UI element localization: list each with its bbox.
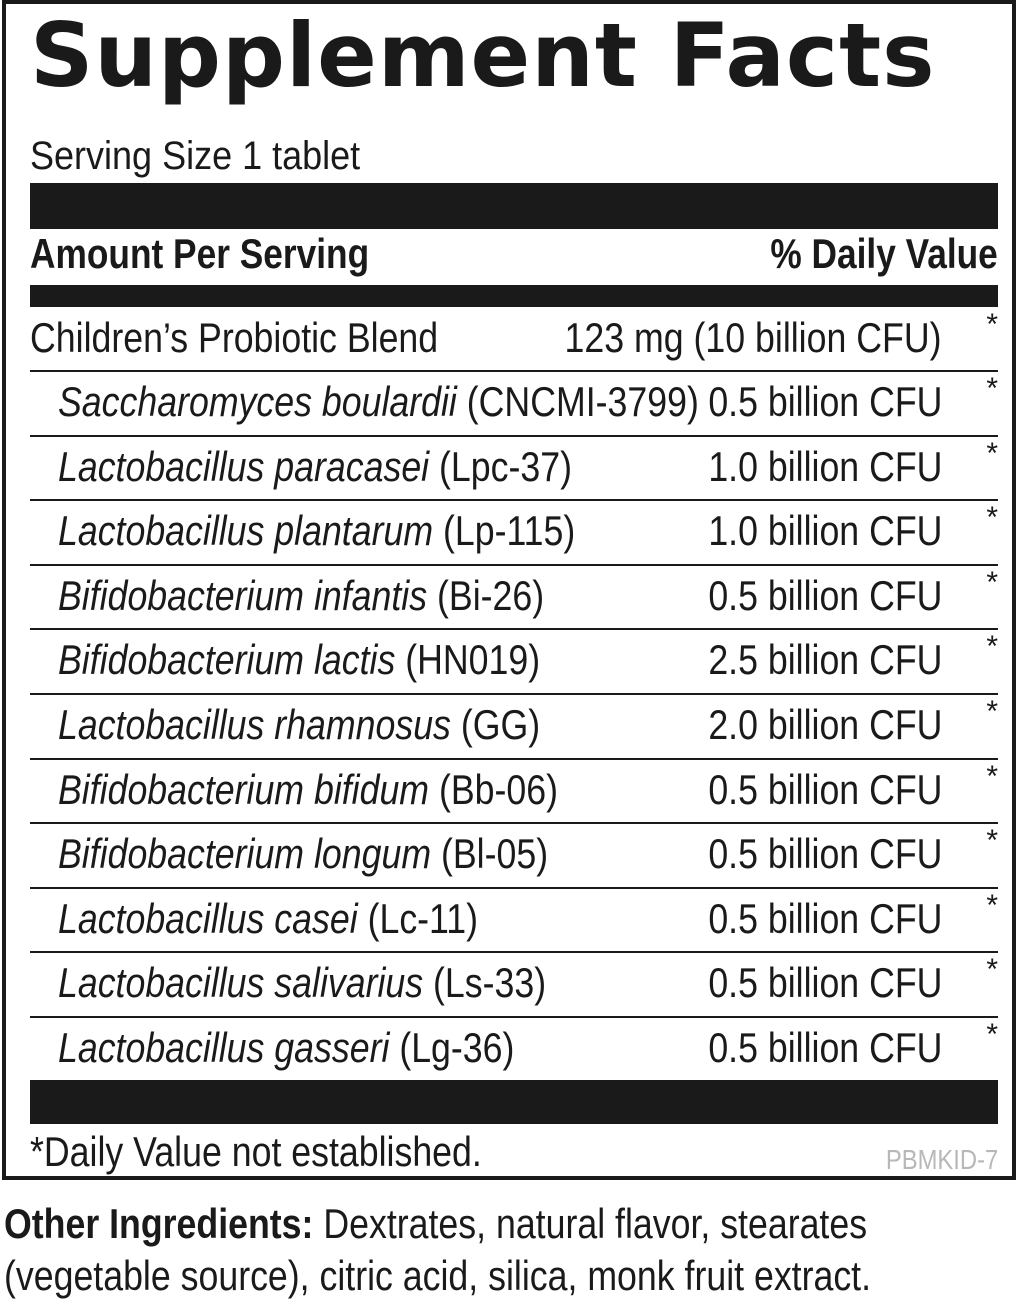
strain-amount: 0.5 billion CFU bbox=[707, 1024, 942, 1071]
strain-amount: 0.5 billion CFU bbox=[707, 830, 942, 878]
strain-code: (Bb-06) bbox=[438, 765, 559, 813]
strain-species: Saccharomyces boulardii bbox=[58, 378, 457, 425]
strain-code: (Lpc-37) bbox=[439, 442, 572, 490]
strain-dv: * bbox=[986, 436, 998, 470]
strain-species: Lactobacillus rhamnosus bbox=[58, 701, 451, 748]
strain-species: Lactobacillus paracasei bbox=[58, 442, 430, 490]
strain-dv: * bbox=[986, 824, 998, 858]
blend-amount: 123 mg (10 billion CFU) bbox=[565, 314, 942, 361]
strain-row bbox=[30, 499, 998, 561]
strain-name bbox=[58, 443, 572, 491]
strain-code: (Lp-115) bbox=[442, 507, 576, 555]
strain-row bbox=[30, 628, 998, 690]
strain-name bbox=[58, 572, 544, 620]
strain-dv: * bbox=[986, 1018, 998, 1051]
column-header bbox=[30, 230, 998, 282]
divider-thick-bottom bbox=[30, 1080, 998, 1124]
strain-species: Bifidobacterium infantis bbox=[58, 571, 428, 619]
strain-amount: 0.5 billion CFU bbox=[707, 894, 942, 942]
strain-code: (GG) bbox=[460, 701, 541, 748]
strain-code: (Bl-05) bbox=[440, 830, 549, 878]
strain-dv: * bbox=[986, 630, 998, 664]
strain-species: Bifidobacterium lactis bbox=[58, 636, 396, 684]
strain-dv: * bbox=[986, 888, 998, 922]
strain-amount: 0.5 billion CFU bbox=[707, 765, 942, 813]
strain-amount: 1.0 billion CFU bbox=[707, 442, 942, 490]
strain-code: (Bi-26) bbox=[437, 571, 545, 619]
strain-species: Lactobacillus plantarum bbox=[58, 507, 434, 555]
strain-name bbox=[58, 766, 558, 814]
serving-size: Serving Size 1 tablet bbox=[30, 134, 361, 178]
strain-name bbox=[58, 1024, 514, 1072]
strain-name bbox=[58, 636, 540, 684]
blend-name: Children’s Probiotic Blend bbox=[30, 314, 439, 361]
strain-species: Bifidobacterium bifidum bbox=[58, 765, 430, 813]
strain-species: Lactobacillus casei bbox=[58, 894, 358, 942]
strain-species: Lactobacillus gasseri bbox=[58, 1024, 390, 1071]
strain-amount: 1.0 billion CFU bbox=[707, 507, 942, 555]
strain-name bbox=[58, 701, 540, 749]
strain-amount: 0.5 billion CFU bbox=[707, 378, 942, 425]
amount-per-serving-label: Amount Per Serving bbox=[30, 230, 370, 277]
divider-medium bbox=[30, 285, 998, 307]
strain-name bbox=[58, 507, 575, 555]
strain-species: Bifidobacterium longum bbox=[58, 830, 432, 878]
strain-amount: 2.0 billion CFU bbox=[707, 701, 942, 748]
strain-dv: * bbox=[986, 759, 998, 793]
strain-code: (HN019) bbox=[405, 636, 541, 684]
strain-species: Lactobacillus salivarius bbox=[58, 959, 424, 1007]
strain-amount: 0.5 billion CFU bbox=[707, 959, 942, 1007]
strain-row bbox=[30, 564, 998, 626]
strain-dv: * bbox=[986, 372, 998, 405]
strain-row bbox=[30, 370, 998, 432]
strain-row bbox=[30, 951, 998, 1013]
strain-dv: * bbox=[986, 953, 998, 987]
strain-amount: 0.5 billion CFU bbox=[707, 571, 942, 619]
divider-thick bbox=[30, 183, 998, 229]
strain-row bbox=[30, 1016, 998, 1078]
strain-dv: * bbox=[986, 565, 998, 599]
product-code: PBMKID-7 bbox=[885, 1144, 998, 1175]
strain-row bbox=[30, 887, 998, 949]
footnote: *Daily Value not established. bbox=[30, 1128, 482, 1175]
blend-row bbox=[30, 308, 998, 370]
strain-code: (Lc-11) bbox=[367, 894, 479, 942]
strain-code: (CNCMI-3799) bbox=[466, 378, 699, 425]
strain-dv: * bbox=[986, 695, 998, 728]
strain-code: (Ls-33) bbox=[433, 959, 547, 1007]
strain-amount: 2.5 billion CFU bbox=[707, 636, 942, 684]
strain-name bbox=[58, 378, 699, 426]
strain-row bbox=[30, 435, 998, 497]
other-ingredients-text: Dextrates, natural flavor, stearates (vegetable source), citric acid, silica, monk fruit extract. bbox=[4, 1200, 872, 1299]
other-ingredients bbox=[4, 1198, 990, 1302]
strain-dv: * bbox=[986, 501, 998, 535]
other-ingredients-label: Other Ingredients: bbox=[4, 1200, 314, 1247]
strain-name bbox=[58, 830, 548, 878]
strain-name bbox=[58, 959, 546, 1007]
panel-title: Supplement Facts bbox=[30, 4, 936, 107]
strain-row bbox=[30, 758, 998, 820]
daily-value-label: % Daily Value bbox=[770, 230, 998, 277]
strain-row bbox=[30, 693, 998, 755]
strain-name bbox=[58, 895, 478, 943]
strain-row bbox=[30, 822, 998, 884]
strain-code: (Lg-36) bbox=[399, 1024, 515, 1071]
blend-dv: * bbox=[986, 308, 998, 341]
